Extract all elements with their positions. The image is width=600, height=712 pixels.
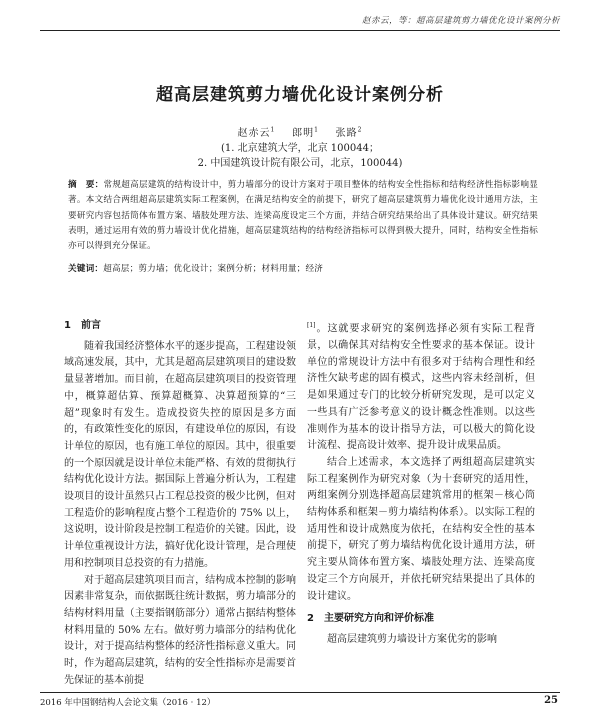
author-affil-mark: 2 [357, 126, 363, 134]
section-1-heading: 1 前言 [64, 320, 101, 331]
footer-proceedings: 2016 年中国钢结构人会论文集（2016 · 12） [40, 698, 216, 708]
body-paragraph: 超高层建筑剪力墙设计方案优劣的影响 [327, 633, 497, 645]
author-affil-mark: 1 [314, 126, 319, 134]
author-affil-mark: 1 [270, 126, 276, 134]
abstract-text: 常规超高层建筑的结构设计中，剪力墙部分的设计方案对于项目整体的结构安全性指标和结构经济性指标影响显著。本文结合两组超高层建筑实际工程案例，在满足结构安全的前提下，研究了超高层建筑剪力墙优化设计通用方法，主要研究内容包括筒体布置方案、墙肢处理方法、连梁高度设定三个方面，并结合研究结果给出了具体设计建议。研究结果表明，通过运用有效的剪力墙设计优化措施，超高层建筑结构的结构经济指标可以得到极大提升，同时，结构安全性指标亦可以得到充分保证。 [68, 180, 538, 252]
top-rule [40, 30, 560, 31]
affiliation-2: 2. 中国建筑设计院有限公司，北京，100044) [197, 158, 403, 169]
body-paragraph: 对于超高层建筑项目而言，结构成本控制的影响因素非常复杂，而依据既往统计数据，剪力墙部分的结构材料用量（主要指钢筋部分）通常占据结构整体材料用量的 50% 左右。做好剪力墙部分的结构优化设计，对于提高结构整体的经济性指标意义重大。同时，作为超高层建筑，结构的安全性指标亦是需要首先保证的基本前提 [64, 574, 296, 686]
affiliation-1: (1. 北京建筑大学，北京 100044； [221, 143, 379, 154]
keywords [68, 262, 538, 274]
author-name: 郎明 [292, 128, 315, 139]
abstract [68, 178, 538, 254]
body-paragraph: 随着我国经济整体水平的逐步提高，工程建设领域高速发展，其中，尤其是超高层建筑项目的建设数量显著增加。而目前，在超高层建筑项目的投资管理中，概算超估算、预算超概算、决算超预算的“三超”现象时有发生。造成投资失控的原因是多方面的，有政策性变化的原因，有建设单位的原因，有设计单位的原因，也有施工单位的原因。其中，很重要的一个原因就是设计单位未能严格、有效的贯彻执行结构优化设计方法。据国际上普遍分析认为，工程建设项目的设计虽然只占工程总投资的极少比例，但对工程造价的影响程度占整个工程造价的 75% 以上，这说明，设计阶段是控制工程造价的关键。因此，设计单位重视设计方法，搞好优化设计管理，是合理使用和控制项目总投资的有力措施。 [64, 340, 296, 569]
bottom-rule [40, 692, 560, 693]
author-name: 赵赤云 [237, 128, 271, 139]
page-number: 25 [544, 695, 558, 706]
author-name: 张路 [335, 128, 358, 139]
paper-title: 超高层建筑剪力墙优化设计案例分析 [156, 85, 444, 105]
abstract-label: 摘 要： [68, 180, 104, 190]
body-paragraph: 结合上述需求，本文选择了两组超高层建筑实际工程案例作为研究对象（为十套研究的适用性，两组案例分别选择超高层建筑常用的框架－核心筒结构体系和框架－剪力墙结构体系）。以实际工程的适用性和设计成熟度为依托，在结构安全性的基本前提下，研究了剪力墙结构优化设计通用方法，研究主要从筒体布置方案、墙肢处理方法、连梁高度设定三个方向展开，并依托研究结果提出了具体的设计建议。 [307, 456, 535, 602]
citation-mark: [1] [307, 322, 316, 329]
section-2-heading: 2 主要研究方向和评价标准 [307, 613, 434, 625]
body-paragraph-continued [307, 318, 535, 455]
keywords-label: 关键词： [68, 264, 104, 274]
body-text: 。这就要求研究的案例选择必须有实际工程背景，以确保其对结构安全性要求的基本保证。设计单位的常规设计方法中有很多对于结构合理性和经济性欠缺考虑的固有模式，这些内容未经剖析，但是如果通过专门的比较分析研究发现，是可以定义一些具有广泛参考意义的设计概念性准则。以这些准则作为基本的设计指导方法，可以极大的简化设计流程、提高设计效率、提升设计成果品质。 [307, 323, 535, 452]
body-column-right [307, 318, 535, 649]
running-head: 赵赤云，等：超高层建筑剪力墙优化设计案例分析 [361, 16, 560, 26]
keywords-text: 超高层；剪力墙；优化设计；案例分析；材料用量；经济 [103, 264, 324, 274]
author-list [0, 124, 600, 139]
body-column-left [64, 318, 296, 689]
